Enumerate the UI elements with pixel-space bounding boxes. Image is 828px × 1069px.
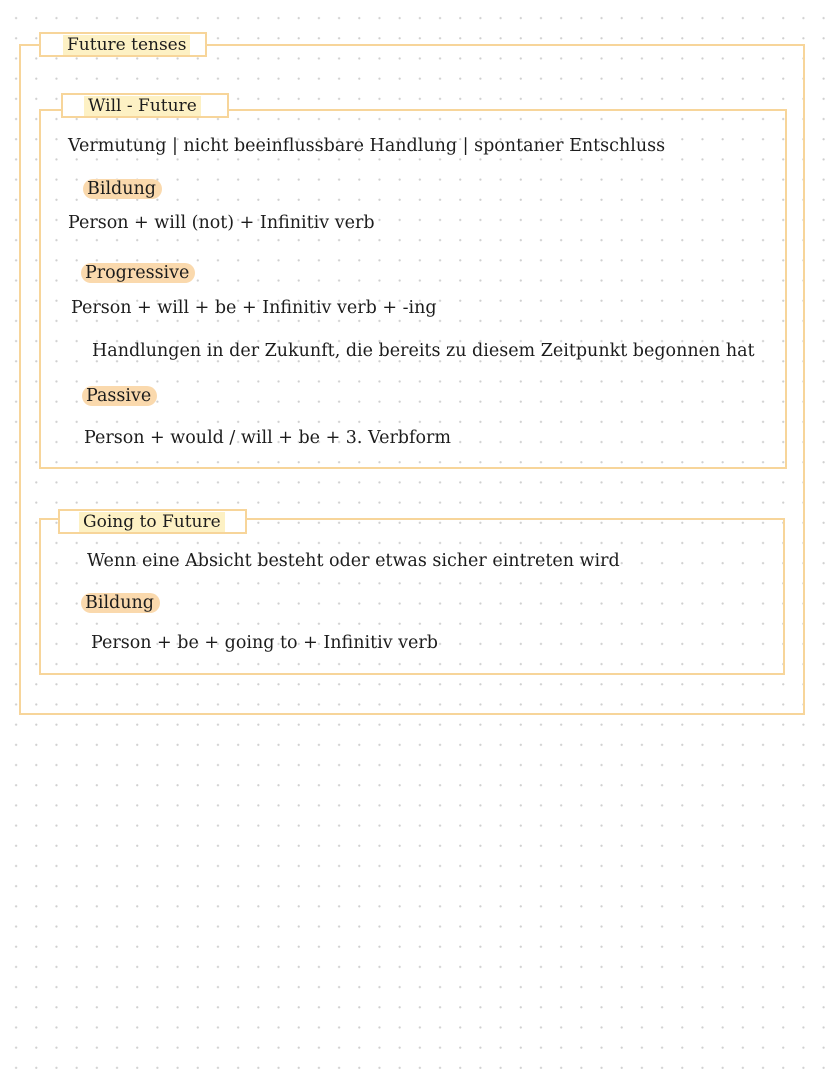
will-future-usage: Vermutung | nicht beeinflussbare Handlung | spontaner Entschluss (68, 136, 666, 156)
going-to-future-title (58, 509, 247, 534)
future-tenses-title-text: Future tenses (63, 35, 190, 55)
going-to-future-bildung-label: Bildung (81, 593, 160, 613)
going-to-future-usage: Wenn eine Absicht besteht oder etwas sicher eintreten wird (87, 551, 620, 571)
will-future-bildung-label: Bildung (83, 179, 162, 199)
will-future-bildung-formula: Person + will (not) + Infinitiv verb (68, 213, 375, 233)
will-future-box (39, 109, 787, 469)
will-future-passive-formula: Person + would / will + be + 3. Verbform (84, 428, 451, 448)
will-future-progressive-usage: Handlungen in der Zukunft, die bereits zu diesem Zeitpunkt begonnen hat (92, 341, 755, 361)
will-future-title (61, 93, 229, 118)
future-tenses-title (39, 32, 207, 57)
will-future-progressive-label: Progressive (81, 263, 195, 283)
will-future-progressive-formula: Person + will + be + Infinitiv verb + -ing (71, 298, 437, 318)
will-future-passive-label: Passive (82, 386, 157, 406)
going-to-future-bildung-formula: Person + be + going to + Infinitiv verb (91, 633, 438, 653)
going-to-future-title-text: Going to Future (79, 512, 225, 532)
will-future-title-text: Will - Future (84, 96, 201, 116)
